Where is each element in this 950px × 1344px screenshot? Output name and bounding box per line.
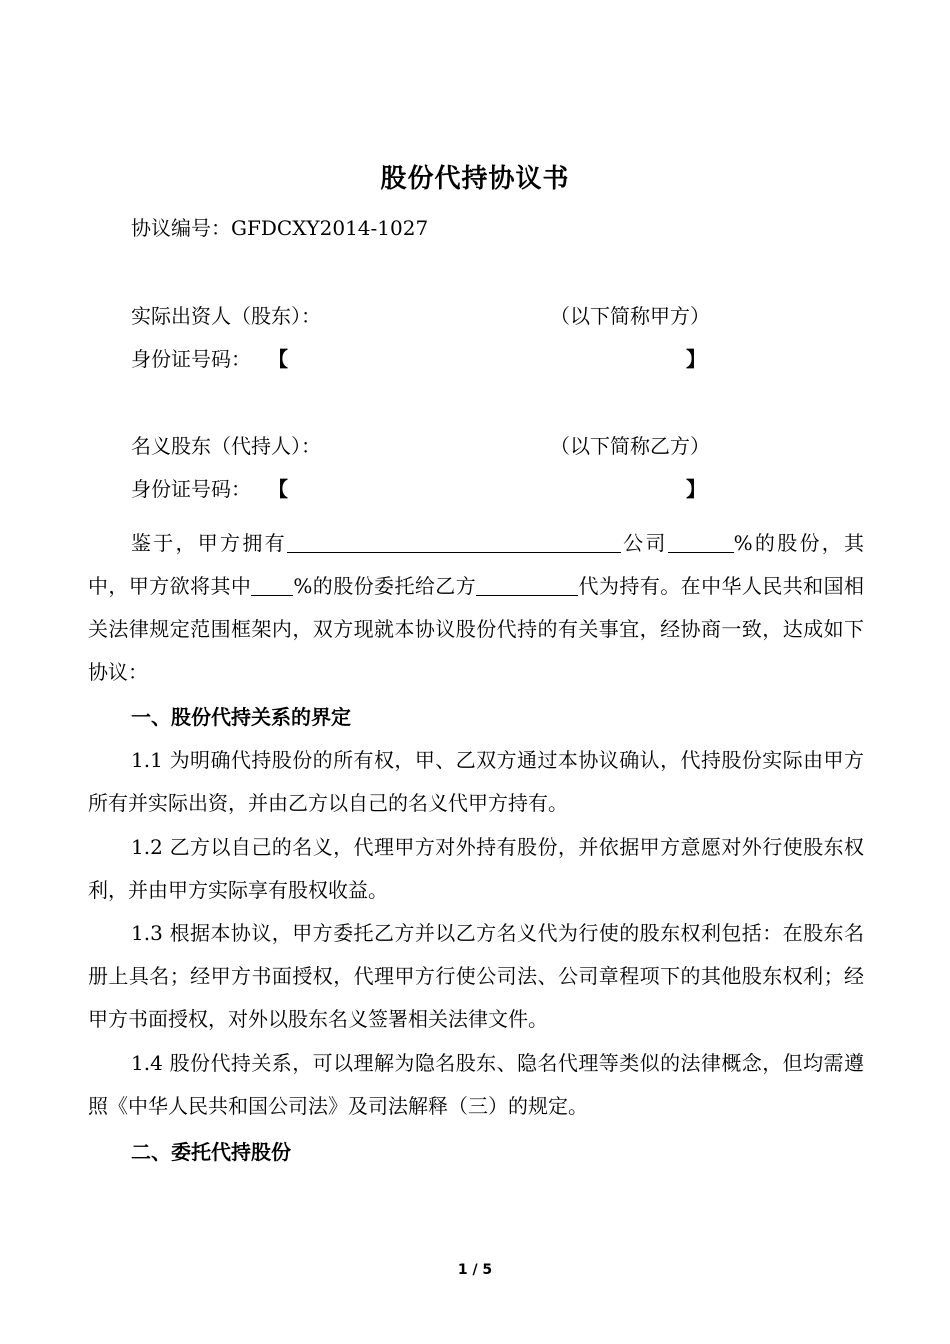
party-a-id-label: 身份证号码： <box>131 347 251 371</box>
preamble-text-2: 公司 <box>620 531 668 555</box>
preamble-text-1: 鉴于，甲方拥有 <box>131 531 287 555</box>
preamble-text-4: %的股份委托给乙方 <box>293 574 477 598</box>
party-b-alias: （以下简称乙方） <box>550 434 710 458</box>
nominee-name-blank <box>476 573 578 596</box>
preamble-paragraph <box>88 522 864 694</box>
clause-1-4: 1.4 股份代持关系，可以理解为隐名股东、隐名代理等类似的法律概念，但均需遵照《中华人民共和国公司法》及司法解释（三）的规定。 <box>88 1051 864 1118</box>
preamble-text-5: 代为持有。在中华人民共和国相关法律规定范围框架内，双方现就本协议股份代持的有关事宜，经协商一致，达成如下协议： <box>88 574 865 684</box>
party-b-id-bracket-close: 】 <box>686 477 706 501</box>
party-a-alias: （以下简称甲方） <box>550 304 710 328</box>
clause-1-1: 1.1 为明确代持股份的所有权，甲、乙双方通过本协议确认，代持股份实际由甲方所有并实际出资，并由乙方以自己的名义代甲方持有。 <box>88 748 864 815</box>
section-2-heading: 二、委托代持股份 <box>131 1140 291 1164</box>
clause-1-3: 1.3 根据本协议，甲方委托乙方并以乙方名义代为行使的股东权利包括：在股东名册上具名；经甲方书面授权，代理甲方行使公司法、公司章程项下的其他股东权利；经甲方书面授权，对外以股东名义签署相关法律文件。 <box>88 921 864 1031</box>
party-a-id-bracket-close: 】 <box>686 347 706 371</box>
entrusted-share-percent-blank <box>251 573 293 596</box>
party-a-id-bracket-open: 【 <box>268 347 288 371</box>
party-b-label: 名义股东（代持人）： <box>131 434 321 458</box>
company-name-blank <box>287 530 621 553</box>
section-1-heading: 一、股份代持关系的界定 <box>131 705 351 729</box>
total-share-percent-blank <box>668 530 734 553</box>
party-b-id-bracket-open: 【 <box>268 477 288 501</box>
party-a-label: 实际出资人（股东）： <box>131 304 321 328</box>
clause-1-2: 1.2 乙方以自己的名义，代理甲方对外持有股份，并依据甲方意愿对外行使股东权利，并由甲方实际享有股权收益。 <box>88 835 864 902</box>
preamble-text-3: %的股份，其中，甲方欲将其中 <box>88 531 864 598</box>
document-title: 股份代持协议书 <box>380 164 570 194</box>
agreement-number: 协议编号：GFDCXY2014-1027 <box>131 216 429 240</box>
party-b-id-label: 身份证号码： <box>131 477 251 501</box>
page-indicator: 1 / 5 <box>457 1262 493 1278</box>
